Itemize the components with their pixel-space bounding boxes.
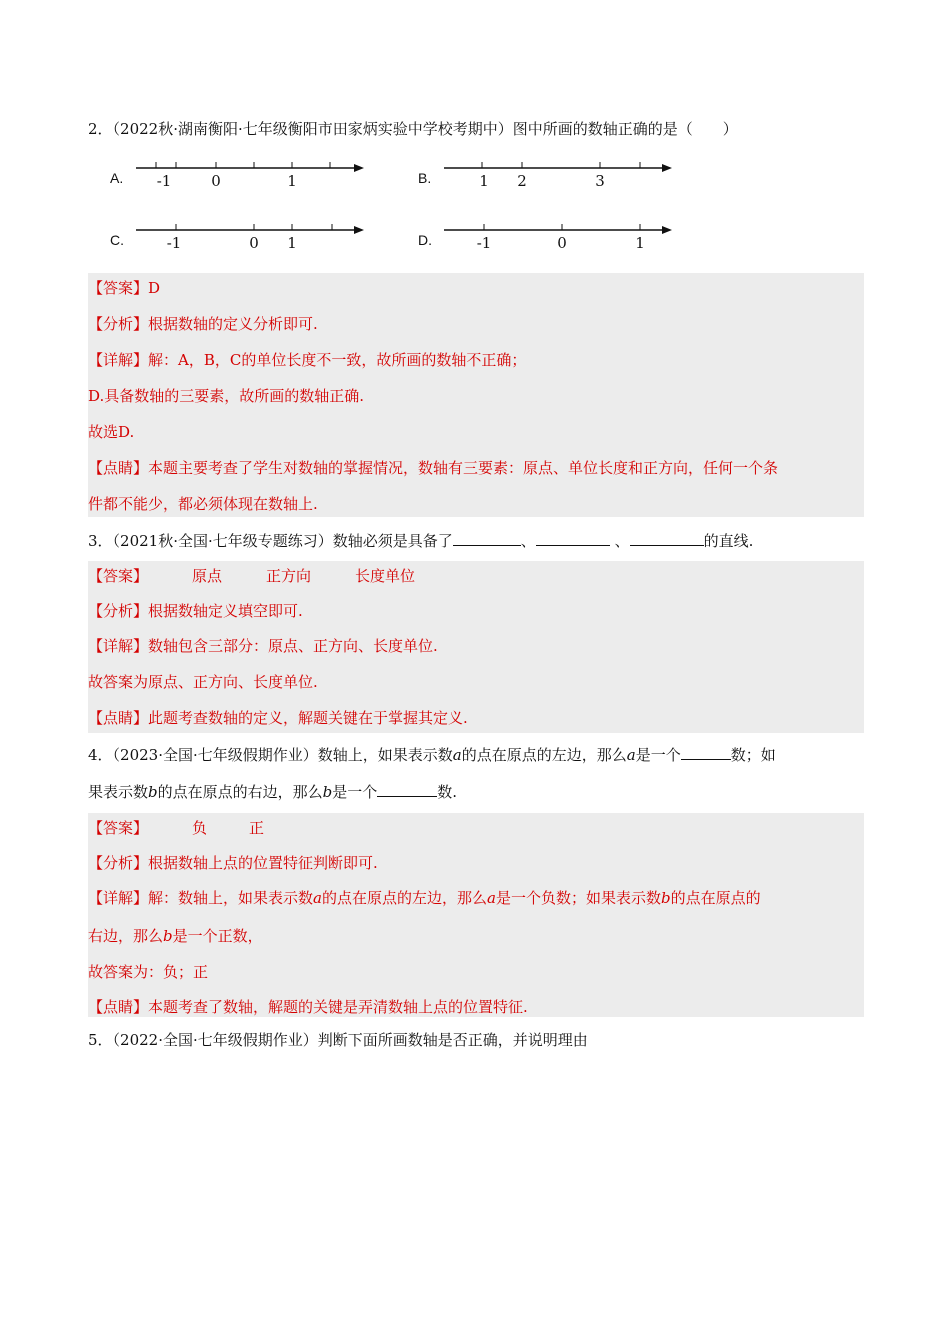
q3-detail-1: 【详解】数轴包含三部分：原点、正方向、长度单位. bbox=[88, 637, 438, 655]
q3-blank-3[interactable] bbox=[630, 531, 704, 546]
option-a-label: A. bbox=[110, 170, 124, 186]
q2-comment-2: 件都不能少，都必须体现在数轴上. bbox=[88, 495, 318, 513]
q4-stem-line-2: 果表示数b的点在原点的右边，那么b是一个 数. bbox=[88, 783, 458, 801]
tick-label: 1 bbox=[287, 234, 297, 252]
q2-detail-1: 【详解】解：A，B，C的单位长度不一致，故所画的数轴不正确； bbox=[88, 351, 527, 369]
q4-blank-2[interactable] bbox=[377, 782, 437, 797]
q4-comment: 【点睛】本题考查了数轴，解题的关键是弄清数轴上点的位置特征. bbox=[88, 998, 528, 1016]
q4-detail-1: 【详解】解：数轴上，如果表示数a的点在原点的左边，那么a是一个负数；如果表示数b的点在原点的 bbox=[88, 889, 761, 907]
q4-stem-line-1: 4．（2023·全国·七年级假期作业）数轴上，如果表示数a的点在原点的左边，那么a是一个 数；如 bbox=[88, 746, 776, 764]
q3-stem: 3．（2021秋·全国·七年级专题练习）数轴必须是具备了 、 、 的直线. bbox=[88, 532, 754, 550]
q3-analysis: 【分析】根据数轴定义填空即可. bbox=[88, 602, 303, 620]
q4-detail-2: 右边，那么b是一个正数， bbox=[88, 927, 263, 945]
tick-label: 1 bbox=[287, 172, 297, 190]
q3-blank-2[interactable] bbox=[536, 531, 610, 546]
q3-detail-2: 故答案为原点、正方向、长度单位. bbox=[88, 673, 318, 691]
option-d-label: D. bbox=[418, 232, 432, 248]
tick-label: -1 bbox=[166, 234, 182, 252]
q4-analysis: 【分析】根据数轴上点的位置特征判断即可. bbox=[88, 854, 378, 872]
q4-blank-1[interactable] bbox=[681, 745, 731, 760]
q2-detail-2: D.具备数轴的三要素，故所画的数轴正确. bbox=[88, 387, 365, 405]
tick-label: -1 bbox=[476, 234, 492, 252]
tick-label: 0 bbox=[557, 234, 567, 252]
q4-answer: 【答案】 负 正 bbox=[88, 819, 265, 837]
q4-answer-block bbox=[88, 813, 864, 1017]
tick-label: 3 bbox=[595, 172, 605, 190]
q4-detail-3: 故答案为：负；正 bbox=[88, 963, 209, 981]
q2-answer: 【答案】D bbox=[88, 279, 161, 297]
option-b-number-line bbox=[444, 158, 676, 194]
q2-stem: 2．（2022秋·湖南衡阳·七年级衡阳市田家炳实验中学校考期中）图中所画的数轴正确的是（ ） bbox=[88, 120, 738, 138]
tick-label: 2 bbox=[517, 172, 527, 190]
tick-label: 0 bbox=[211, 172, 221, 190]
option-c-number-line bbox=[136, 220, 368, 256]
tick-label: 0 bbox=[249, 234, 259, 252]
q2-analysis: 【分析】根据数轴的定义分析即可. bbox=[88, 315, 318, 333]
q2-comment-1: 【点睛】本题主要考查了学生对数轴的掌握情况，数轴有三要素：原点、单位长度和正方向，任何一个条 bbox=[88, 459, 779, 477]
q3-blank-1[interactable] bbox=[453, 531, 521, 546]
option-b-label: B. bbox=[418, 170, 432, 186]
option-a-number-line bbox=[136, 158, 368, 194]
option-c-label: C. bbox=[110, 232, 124, 248]
option-d-number-line bbox=[444, 220, 676, 256]
tick-label: 1 bbox=[635, 234, 645, 252]
tick-label: 1 bbox=[479, 172, 489, 190]
q5-stem: 5．（2022·全国·七年级假期作业）判断下面所画数轴是否正确，并说明理由 bbox=[88, 1031, 588, 1049]
q3-comment: 【点睛】此题考查数轴的定义，解题关键在于掌握其定义. bbox=[88, 709, 468, 727]
q2-detail-3: 故选D. bbox=[88, 423, 135, 441]
q3-answer: 【答案】 原点 正方向 长度单位 bbox=[88, 567, 416, 585]
tick-label: -1 bbox=[156, 172, 172, 190]
